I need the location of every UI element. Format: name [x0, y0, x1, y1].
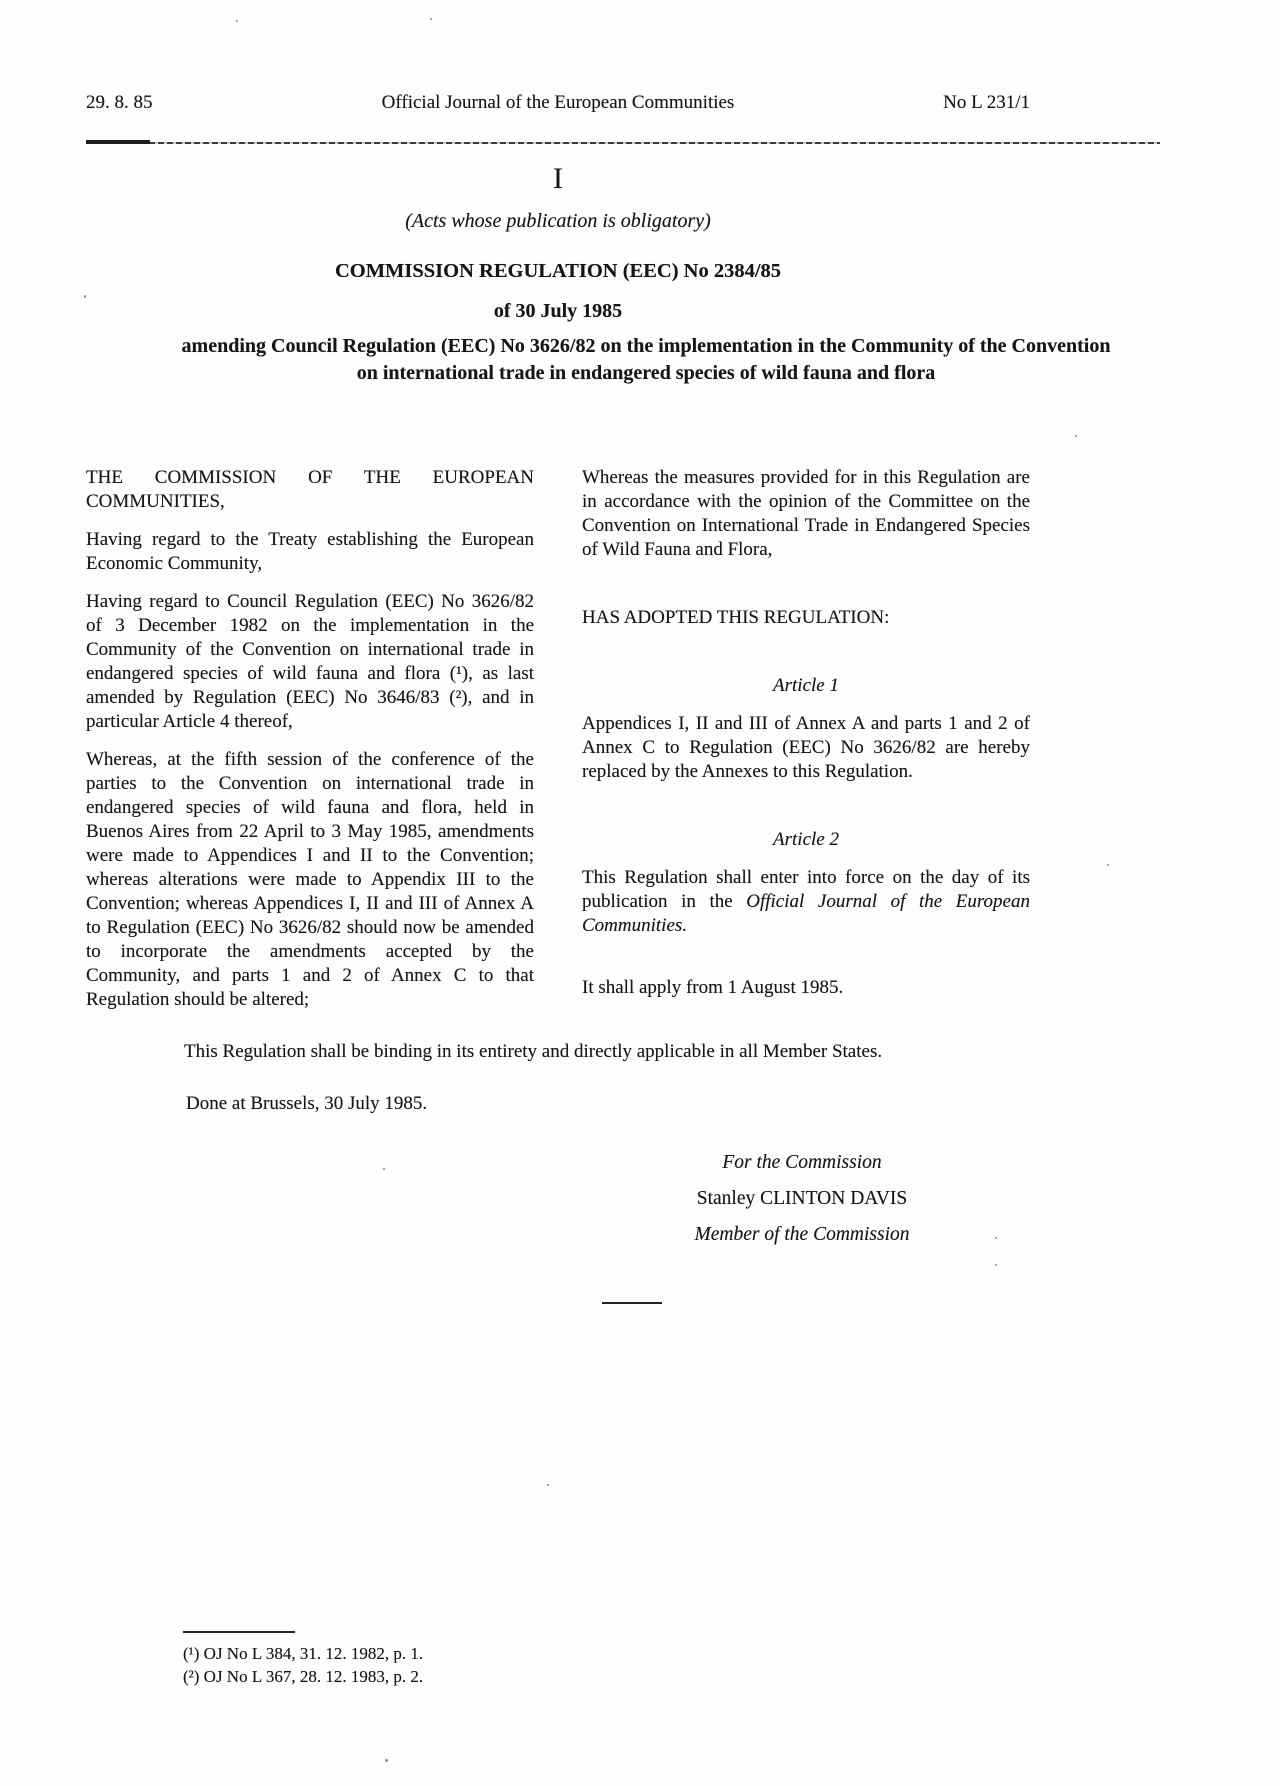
- adoption-clause: HAS ADOPTED THIS REGULATION:: [582, 607, 890, 628]
- article-2-body: [582, 866, 1030, 938]
- recital-whereas-session: Whereas, at the fifth session of the conference of the parties to the Convention on international trade in endangered species of wild fauna and flora, held in Buenos Aires from 22 April to 3 May 1985, amendments were made to Appendices I and II to the Convention; whereas alterations were made to Appendix III to the Convention; whereas Appendices I, II and III of Annex A to Regulation (EEC) No 3626/82 should now be amended to incorporate the amendments accepted by the Community, and parts 1 and 2 of Annex C to that Regulation should be altered;: [86, 749, 534, 1010]
- scan-speckle: [1107, 864, 1109, 866]
- scan-speckle: [84, 295, 86, 298]
- scan-speckle: [383, 1168, 385, 1170]
- header-journal-title: Official Journal of the European Communities: [381, 92, 735, 113]
- signature-block: [578, 1152, 1026, 1260]
- preamble-commission: THE COMMISSION OF THE EUROPEAN COMMUNITIES,: [86, 467, 534, 512]
- regulation-date: of 30 July 1985: [493, 300, 623, 322]
- article-2-heading: Article 2: [773, 829, 839, 850]
- preamble-treaty: Having regard to the Treaty establishing the European Economic Community,: [86, 529, 534, 574]
- scan-speckle: [995, 1264, 997, 1266]
- signature-name: Stanley CLINTON DAVIS: [696, 1188, 908, 1209]
- header-issue-number: No L 231/1: [943, 92, 1030, 113]
- article-1-body: Appendices I, II and III of Annex A and parts 1 and 2 of Annex C to Regulation (EEC) No 3626/82 are hereby replaced by the Annexes to this Regulation.: [582, 713, 1030, 782]
- center-divider-rule: [602, 1302, 662, 1304]
- scan-speckle: [995, 1237, 997, 1239]
- body-columns: [86, 466, 1030, 1026]
- article-2-body-text: This Regulation shall enter into force on the day of its publication in the: [582, 867, 1030, 912]
- header-rule-left-segment: [86, 140, 150, 144]
- article-2-journal-reference: Official Journal of the European Communities.: [582, 891, 1030, 936]
- closing-section: [86, 1040, 1030, 1116]
- acts-note: (Acts whose publication is obligatory): [405, 210, 711, 232]
- regulation-subtitle: amending Council Regulation (EEC) No 3626/82 on the implementation in the Community of the Convention on international trade in endangered species of wild fauna and flora: [181, 335, 1111, 384]
- footnote-rule: [183, 1631, 295, 1633]
- right-column: [582, 466, 1030, 1026]
- scan-speckle: [236, 20, 238, 22]
- article-2-apply-line: It shall apply from 1 August 1985.: [582, 977, 844, 998]
- done-at-line: Done at Brussels, 30 July 1985.: [186, 1093, 428, 1114]
- signature-title: Member of the Commission: [694, 1224, 910, 1245]
- scan-speckle: [430, 18, 432, 20]
- header-rule: [86, 142, 1160, 144]
- footnotes-section: [183, 1631, 423, 1688]
- recital-whereas-measures: Whereas the measures provided for in this Regulation are in accordance with the opinion of the Committee on the Convention on International Trade in Endangered Species of Wild Fauna and Flora,: [582, 467, 1030, 560]
- footnote-2: (²) OJ No L 367, 28. 12. 1983, p. 2.: [183, 1667, 424, 1686]
- binding-clause: This Regulation shall be binding in its entirety and directly applicable in all Member States.: [184, 1041, 883, 1062]
- article-1-heading: Article 1: [773, 675, 839, 696]
- scan-speckle: [385, 1759, 388, 1762]
- signature-for-commission: For the Commission: [722, 1152, 882, 1173]
- page-header: [86, 92, 1030, 118]
- scan-speckle: [547, 1484, 549, 1486]
- header-date: 29. 8. 85: [86, 92, 153, 113]
- section-marker: I: [553, 162, 563, 195]
- footnote-1: (¹) OJ No L 384, 31. 12. 1982, p. 1.: [183, 1644, 424, 1663]
- regulation-title: COMMISSION REGULATION (EEC) No 2384/85: [334, 260, 782, 282]
- preamble-regulation-3626: Having regard to Council Regulation (EEC) No 3626/82 of 3 December 1982 on the implementation in the Community of the Convention on international trade in endangered species of wild fauna and flora (¹), as last amended by Regulation (EEC) No 3646/83 (²), and in particular Article 4 thereof,: [86, 591, 534, 732]
- scan-speckle: [1075, 435, 1077, 437]
- left-column: [86, 466, 534, 1026]
